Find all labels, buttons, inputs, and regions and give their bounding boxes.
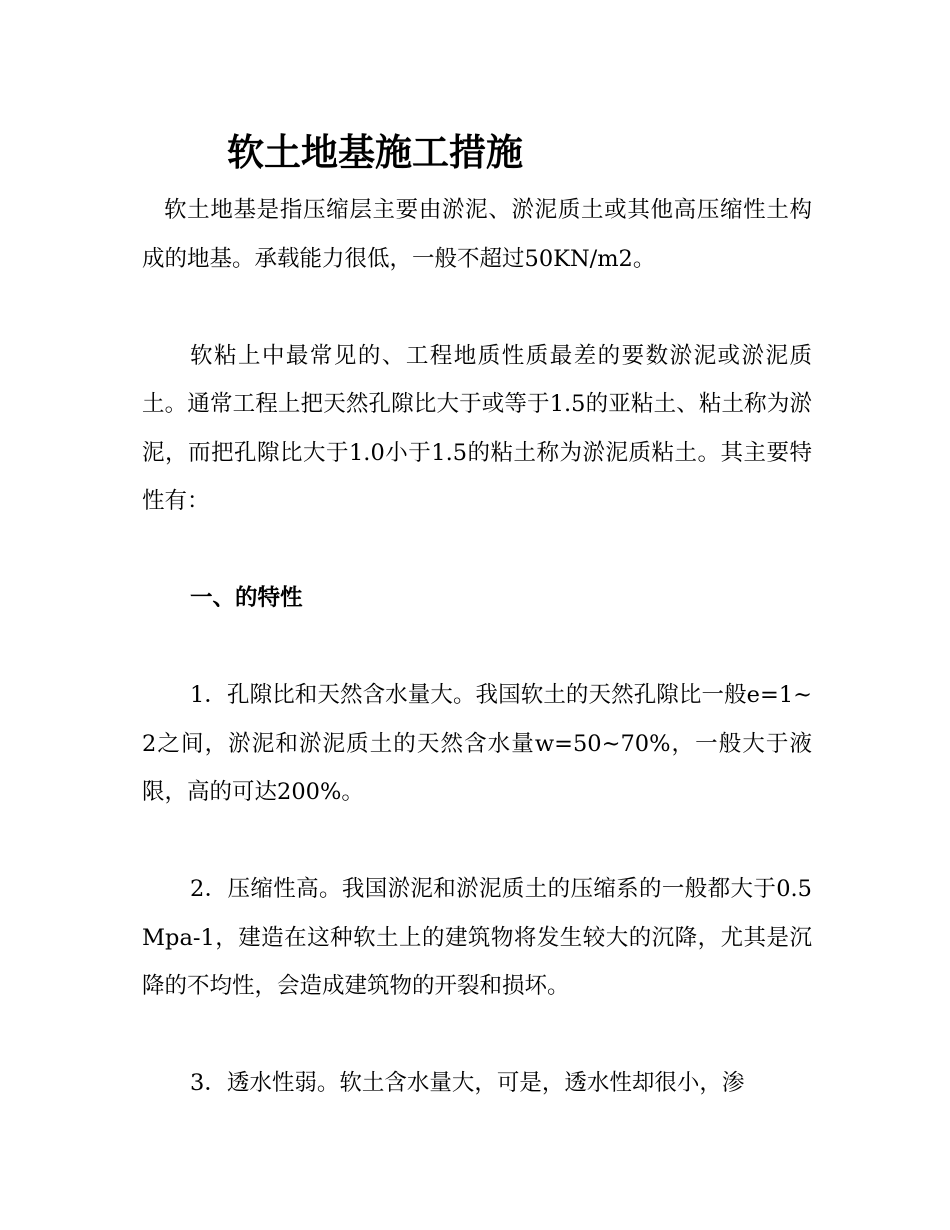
- blank-line: [142, 1011, 812, 1060]
- blank-line: [142, 526, 812, 575]
- document-body: [142, 186, 812, 1108]
- document-title: 软土地基施工措施: [227, 130, 523, 174]
- paragraph-intro: 软土地基是指压缩层主要由淤泥、淤泥质土或其他高压缩性土构成的地基。承载能力很低，一般不超过50KN/m2。: [142, 197, 812, 272]
- blank-line: [142, 623, 812, 672]
- blank-line: [142, 283, 812, 332]
- list-item-3: 3．透水性弱。软土含水量大，可是，透水性却很小，渗: [190, 1070, 745, 1096]
- list-item-2: 2．压缩性高。我国淤泥和淤泥质土的压缩系的一般都大于0.5Mpa-1，建造在这种软土上的建筑物将发生较大的沉降，尤其是沉降的不均性，会造成建筑物的开裂和损坏。: [142, 876, 812, 999]
- section-heading: 一、的特性: [190, 585, 303, 611]
- blank-line: [142, 817, 812, 866]
- list-item-1: 1．孔隙比和天然含水量大。我国软土的天然孔隙比一般e=1~2之间，淤泥和淤泥质土的天然含水量w=50~70%，一般大于液限，高的可达200%。: [142, 682, 812, 805]
- paragraph-definition: 软粘上中最常见的、工程地质性质最差的要数淤泥或淤泥质土。通常工程上把天然孔隙比大于或等于1.5的亚粘土、粘土称为淤泥，而把孔隙比大于1.0小于1.5的粘土称为淤泥质粘土。其主要特性有：: [142, 342, 812, 514]
